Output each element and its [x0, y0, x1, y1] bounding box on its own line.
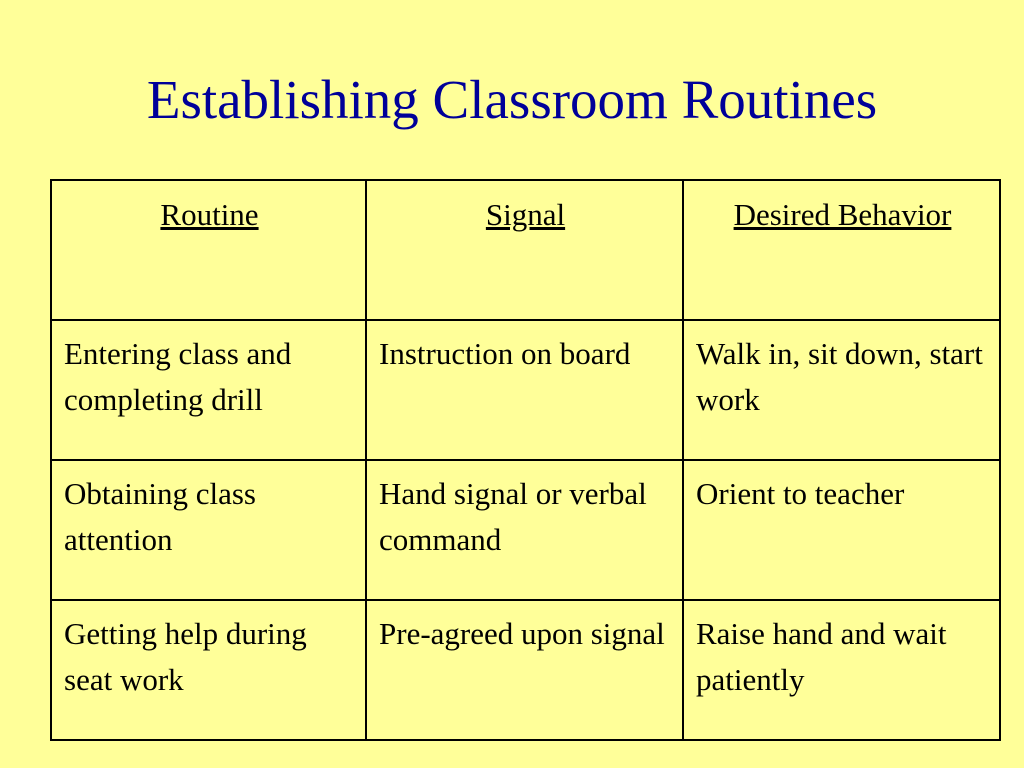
table-row: [51, 320, 1000, 460]
slide-title: Establishing Classroom Routines: [146, 69, 878, 130]
cell-signal: Pre-agreed upon signal: [366, 600, 683, 740]
header-signal: Signal: [366, 180, 683, 320]
cell-routine: Getting help during seat work: [51, 600, 366, 740]
routines-table: [50, 179, 1001, 741]
cell-routine: Entering class and completing drill: [51, 320, 366, 460]
header-routine: Routine: [51, 180, 366, 320]
table-row: [51, 600, 1000, 740]
header-desired-behavior: Desired Behavior: [683, 180, 1000, 320]
table-row: [51, 460, 1000, 600]
cell-signal: Instruction on board: [366, 320, 683, 460]
cell-desired-behavior: Walk in, sit down, start work: [683, 320, 1000, 460]
cell-desired-behavior: Orient to teacher: [683, 460, 1000, 600]
cell-signal: Hand signal or verbal command: [366, 460, 683, 600]
cell-desired-behavior: Raise hand and wait patiently: [683, 600, 1000, 740]
table-header-row: [51, 180, 1000, 320]
cell-routine: Obtaining class attention: [51, 460, 366, 600]
